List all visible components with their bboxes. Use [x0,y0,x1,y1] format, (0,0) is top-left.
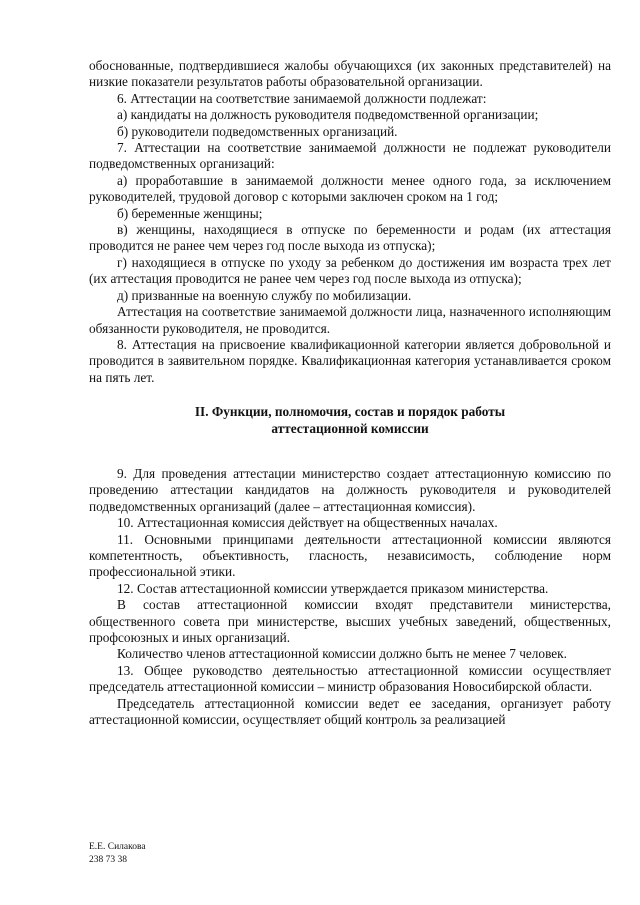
section-heading-line-1: II. Функции, полномочия, состав и порядок работы [194,404,506,420]
paragraph: а) кандидаты на должность руководителя подведомственной организации; [117,107,539,123]
paragraph: Количество членов аттестационной комиссии должно быть не менее 7 человек. [117,646,567,662]
paragraph: 8. Аттестация на присвоение квалификационной категории является добровольной и проводится в заявительном порядке. Квалификационная категория устанавливается сроком на пять лет. [89,336,611,385]
paragraph: б) руководители подведомственных организаций. [117,123,398,139]
paragraph: а) проработавшие в занимаемой должности менее одного года, за исключением руководителей, трудовой договор с которыми заключен сроком на 1 год; [89,172,611,205]
paragraph: б) беременные женщины; [117,205,263,221]
paragraph: д) призванные на военную службу по мобилизации. [117,287,412,303]
paragraph: 12. Состав аттестационной комиссии утверждается приказом министерства. [117,580,549,596]
paragraphs-before-heading [89,58,611,386]
paragraph: Аттестация на соответствие занимаемой должности лица, назначенного исполняющим обязанности руководителя, не проводится. [89,304,611,336]
paragraph: обоснованные, подтвердившиеся жалобы обучающихся (их законных представителей) на низкие показатели результатов работы образовательной организации. [89,58,611,90]
paragraph: В состав аттестационной комиссии входят представители министерства, общественного совета при министерстве, высших учебных заведений, общественных, профсоюзных и иных организаций. [89,597,611,645]
document-footer [89,841,146,866]
paragraphs-after-heading [89,466,611,729]
paragraph: 6. Аттестации на соответствие занимаемой должности подлежат: [117,90,487,106]
section-heading [89,404,611,437]
paragraph: 11. Основными принципами деятельности аттестационной комиссии являются компетентность, объективность, гласность, независимость, соблюдение норм профессиональной этики. [89,531,611,580]
section-heading-line-2: аттестационной комиссии [271,420,429,436]
paragraph: г) находящиеся в отпуске по уходу за ребенком до достижения им возраста трех лет (их аттестация проводится не ранее чем через год после выхода из отпуска); [89,254,611,287]
paragraph: 9. Для проведения аттестации министерство создает аттестационную комиссию по проведению аттестации кандидатов на должность руководителя и руководителей подведомственных организаций (далее – аттестационная комиссия). [89,465,611,514]
paragraph: Председатель аттестационной комиссии ведет ее заседания, организует работу аттестационной комиссии, осуществляет общий контроль за реализацией [89,695,611,728]
footer-phone: 238 73 38 [89,854,127,865]
document-body [89,58,611,728]
footer-author: Е.Е. Силакова [89,842,146,852]
paragraph: 10. Аттестационная комиссия действует на общественных началах. [117,515,498,531]
paragraph: в) женщины, находящиеся в отпуске по беременности и родам (их аттестация проводится не ранее чем через год после выхода из отпуска); [89,222,611,254]
paragraph: 13. Общее руководство деятельностью аттестационной комиссии осуществляет председатель аттестационной комиссии – министр образования Новосибирской области. [89,662,611,695]
paragraph: 7. Аттестации на соответствие занимаемой должности не подлежат руководители подведомственных организаций: [89,140,611,172]
